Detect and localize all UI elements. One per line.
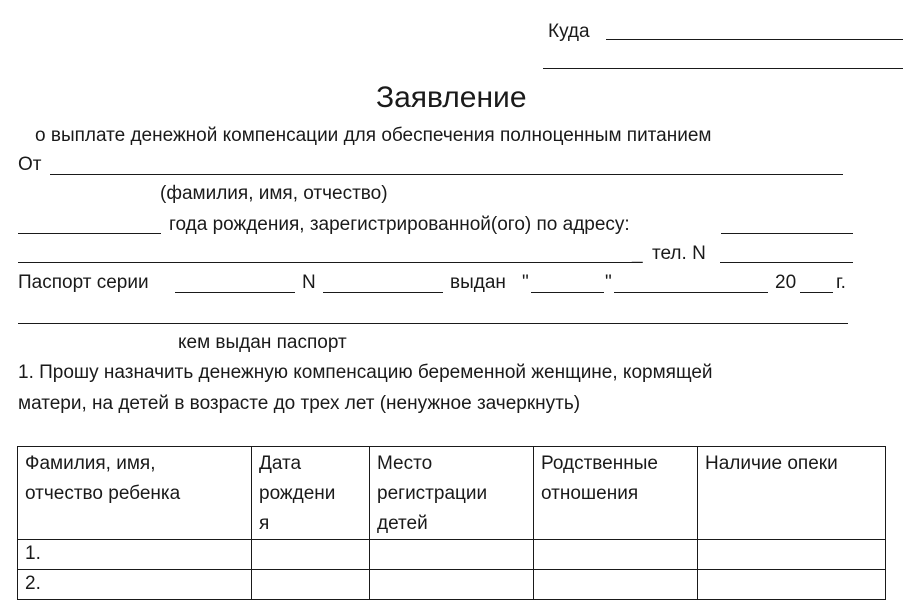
request-text-line-1: 1. Прошу назначить денежную компенсацию беременной женщине, кормящей: [18, 362, 713, 383]
table-cell[interactable]: [252, 570, 370, 600]
issue-day-field-line[interactable]: [531, 292, 604, 293]
header-child-name: Фамилия, имя, отчество ребенка: [18, 447, 252, 540]
children-table: [17, 446, 886, 600]
birth-address-text: года рождения, зарегистрированной(ого) по адресу:: [169, 214, 630, 235]
table-cell[interactable]: [370, 540, 534, 570]
table-row: [18, 570, 886, 600]
table-cell[interactable]: [534, 570, 698, 600]
table-cell[interactable]: [698, 540, 886, 570]
name-hint: (фамилия, имя, отчество): [160, 183, 388, 204]
address-underscore-tail: _: [632, 243, 643, 264]
header-birth-date: Дата рождени я: [252, 447, 370, 540]
table-cell[interactable]: [698, 570, 886, 600]
table-row: [18, 540, 886, 570]
header-registration-place: Место регистрации детей: [370, 447, 534, 540]
passport-series-label: Паспорт серии: [18, 272, 149, 293]
from-field-line[interactable]: [50, 174, 843, 175]
address-field-line[interactable]: [721, 233, 853, 234]
table-cell[interactable]: 2.: [18, 570, 252, 600]
quote-close: ": [605, 272, 612, 293]
table-header-row: [18, 447, 886, 540]
phone-label: тел. N: [652, 243, 706, 264]
birth-year-field-line[interactable]: [18, 233, 161, 234]
year-prefix: 20: [775, 272, 797, 293]
to-field-line-1[interactable]: [606, 39, 903, 40]
request-text-line-2: матери, на детей в возрасте до трех лет (ненужное зачеркнуть): [18, 393, 581, 414]
issue-year-field-line[interactable]: [800, 292, 833, 293]
issue-month-field-line[interactable]: [614, 292, 768, 293]
passport-issued-label: выдан: [450, 272, 506, 293]
table-cell[interactable]: [534, 540, 698, 570]
address-continuation-line[interactable]: [18, 262, 632, 263]
header-relationship: Родственные отношения: [534, 447, 698, 540]
document-title: Заявление: [376, 81, 527, 114]
quote-open: ": [522, 272, 529, 293]
table-cell[interactable]: [370, 570, 534, 600]
header-guardianship: Наличие опеки: [698, 447, 886, 540]
passport-number-label: N: [302, 272, 316, 293]
issued-by-field-line[interactable]: [18, 323, 848, 324]
year-suffix: г.: [836, 272, 846, 293]
to-label: Куда: [548, 21, 590, 42]
issued-by-hint: кем выдан паспорт: [178, 332, 347, 353]
from-label: От: [18, 154, 42, 175]
phone-field-line[interactable]: [720, 262, 853, 263]
passport-number-field-line[interactable]: [323, 292, 443, 293]
document-subtitle: о выплате денежной компенсации для обеспечения полноценным питанием: [35, 125, 712, 146]
table-cell[interactable]: [252, 540, 370, 570]
passport-series-field-line[interactable]: [175, 292, 295, 293]
to-field-line-2[interactable]: [543, 68, 903, 69]
table-cell[interactable]: 1.: [18, 540, 252, 570]
